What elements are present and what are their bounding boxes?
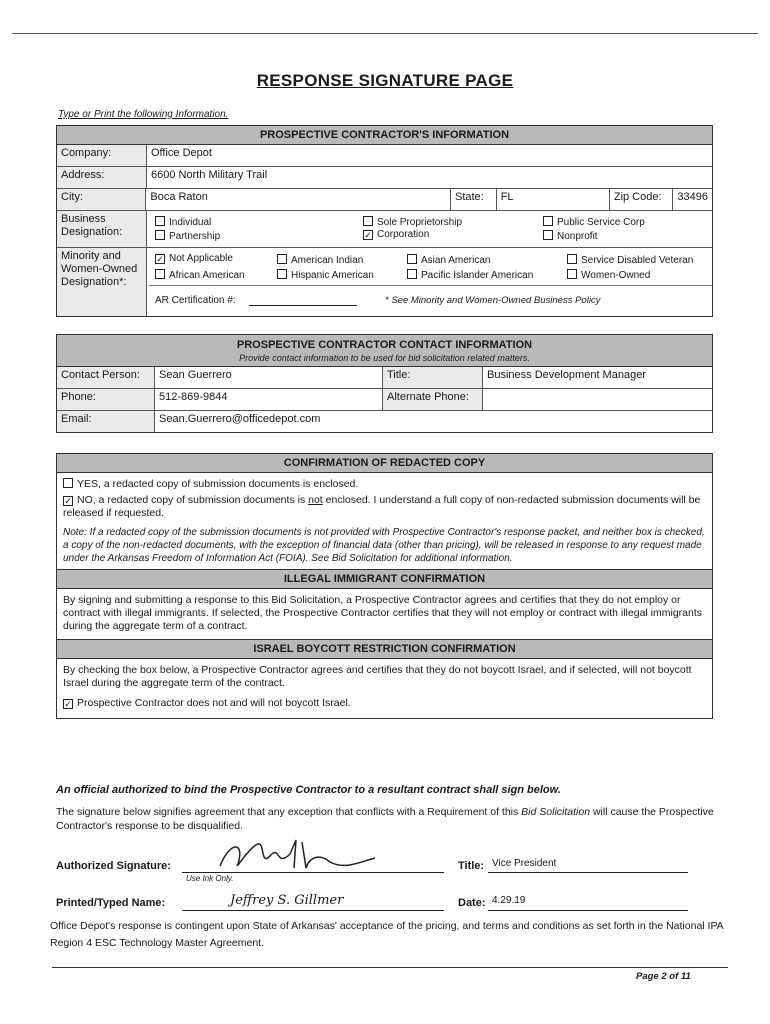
immigrant-text: By signing and submitting a response to this Bid Solicitation, a Prospective Contractor agrees and certifies that they do not employ or contract with illegal immigrants. If selected, the Prospective Contractor certifies that they will not employ or contract with illegal immigrants during the aggregate term of a contract. xyxy=(63,594,703,632)
business-option-individual[interactable]: Individual xyxy=(155,215,211,228)
checkbox-icon xyxy=(63,478,73,488)
page-title: RESPONSE SIGNATURE PAGE xyxy=(256,71,514,90)
address-field[interactable]: 6600 North Military Trail xyxy=(151,169,268,181)
ar-certification-input[interactable] xyxy=(249,305,357,306)
confirmation-section xyxy=(56,453,713,719)
state-label: State: xyxy=(454,191,484,203)
israel-header: ISRAEL BOYCOTT RESTRICTION CONFIRMATION xyxy=(57,639,712,659)
redacted-header: CONFIRMATION OF REDACTED COPY xyxy=(57,454,712,473)
printed-name-value[interactable]: Jeffrey S. Gillmer xyxy=(230,893,344,908)
title-line xyxy=(488,872,688,873)
contact-info-subheader: Provide contact information to be used for bid solicitation related matters. xyxy=(239,353,530,363)
authorized-signature-label: Authorized Signature: xyxy=(56,860,171,872)
minority-option-asian-american[interactable]: Asian American xyxy=(407,253,490,266)
checkbox-checked-icon: ✓ xyxy=(64,496,72,506)
checkbox-icon xyxy=(567,269,577,279)
contractor-info-section xyxy=(56,125,713,317)
divider xyxy=(149,285,712,286)
phone-field[interactable]: 512-869-9844 xyxy=(155,389,383,410)
minority-option-american-indian[interactable]: American Indian xyxy=(277,253,363,266)
business-option-public-service-corp[interactable]: Public Service Corp xyxy=(543,215,645,228)
checkbox-icon xyxy=(567,254,577,264)
checkbox-icon xyxy=(277,254,287,264)
ar-certification-label: AR Certification #: xyxy=(155,295,236,306)
address-label: Address: xyxy=(57,167,147,188)
page-number: Page 2 of 11 xyxy=(636,971,691,982)
business-designation-label: Business Designation: xyxy=(57,211,147,247)
minority-designation-label: Minority and Women-Owned Designation*: xyxy=(57,248,147,316)
phone-label: Phone: xyxy=(57,389,155,410)
footer-note: Office Depot's response is contingent upon State of Arkansas' acceptance of the pricing, and terms and conditions as set forth in the National IPA Region 4 ESC Technology Master Agreement. xyxy=(50,920,724,949)
checkbox-checked-icon: ✓ xyxy=(364,230,372,240)
official-heading: An official authorized to bind the Prospective Contractor to a resultant contract shall sign below. xyxy=(56,784,561,796)
top-rule xyxy=(12,33,758,34)
immigrant-header: ILLEGAL IMMIGRANT CONFIRMATION xyxy=(57,569,712,589)
contact-title-label: Title: xyxy=(383,367,483,388)
checkbox-icon xyxy=(363,216,373,226)
state-field[interactable]: FL xyxy=(496,189,610,210)
alternate-phone-label: Alternate Phone: xyxy=(383,389,483,410)
checkbox-icon xyxy=(543,216,553,226)
minority-option-women-owned[interactable]: Women-Owned xyxy=(567,268,650,281)
contact-info-section xyxy=(56,334,713,433)
city-label: City: xyxy=(57,189,146,210)
checkbox-icon xyxy=(277,269,287,279)
email-label: Email: xyxy=(57,411,155,432)
israel-text: By checking the box below, a Prospective Contractor agrees and certifies that they do not boycott Israel, and if selected, will not boycott Israel during the aggregate term of the contract. xyxy=(63,664,692,689)
checkbox-checked-icon: ✓ xyxy=(64,699,72,709)
signature-icon xyxy=(210,836,380,876)
checkbox-icon xyxy=(543,230,553,240)
title-label: Title: xyxy=(458,860,485,872)
date-line xyxy=(488,910,688,911)
footer-rule xyxy=(52,967,728,968)
minority-option-hispanic-american[interactable]: Hispanic American xyxy=(277,268,374,281)
minority-option-not-applicable[interactable]: ✓ Not Applicable xyxy=(156,253,233,264)
redacted-no-option[interactable]: ✓ NO, a redacted copy of submission documents is not enclosed. I understand a full copy of non-redacted submission documents will be released if requested. xyxy=(63,494,701,519)
redacted-yes-option[interactable]: YES, a redacted copy of submission documents is enclosed. xyxy=(57,473,712,494)
contact-person-label: Contact Person: xyxy=(57,367,155,388)
contact-title-field[interactable]: Business Development Manager xyxy=(487,369,646,381)
email-field[interactable]: Sean.Guerrero@officedepot.com xyxy=(159,413,321,425)
printed-name-label: Printed/Typed Name: xyxy=(56,897,166,909)
minority-option-service-disabled-veteran[interactable]: Service Disabled Veteran xyxy=(567,253,693,266)
alternate-phone-field[interactable] xyxy=(483,389,491,410)
business-option-nonprofit[interactable]: Nonprofit xyxy=(543,229,598,242)
contact-info-title: PROSPECTIVE CONTRACTOR CONTACT INFORMATION xyxy=(236,339,533,351)
business-option-corporation[interactable]: ✓ Corporation xyxy=(364,229,430,240)
checkbox-icon xyxy=(407,254,417,264)
use-ink-note: Use Ink Only. xyxy=(186,874,234,883)
instruction-text: Type or Print the following Information. xyxy=(58,109,229,120)
minority-option-pacific-islander[interactable]: Pacific Islander American xyxy=(407,268,533,281)
checkbox-checked-icon: ✓ xyxy=(156,254,164,264)
redacted-note: Note: If a redacted copy of the submission documents is not provided with Prospective Contractor's response packet, and neither box is checked, a copy of the non-redacted documents, with the exception of financial data (other than pricing), will be released in response to any request made under the Arkansas Freedom of Information Act (FOIA). See Bid Solicitation for additional information. xyxy=(63,527,705,564)
zip-field[interactable]: 33496 xyxy=(677,191,708,203)
printed-name-line xyxy=(182,910,444,911)
official-statement: The signature below signifies agreement that any exception that conflicts with a Requirement of this Bid Solicitation will cause the Prospective Contractor's response to be disqualified. xyxy=(56,806,714,832)
date-value[interactable]: 4.29.19 xyxy=(492,895,526,906)
checkbox-icon xyxy=(155,230,165,240)
israel-checkbox-option[interactable]: ✓ Prospective Contractor does not and will not boycott Israel. xyxy=(64,697,351,709)
business-option-sole-proprietorship[interactable]: Sole Proprietorship xyxy=(363,215,462,228)
company-field[interactable]: Office Depot xyxy=(151,147,212,159)
contact-info-header xyxy=(57,335,712,367)
title-value[interactable]: Vice President xyxy=(492,858,557,869)
minority-option-african-american[interactable]: African American xyxy=(155,268,245,281)
zip-label: Zip Code: xyxy=(610,189,674,210)
policy-note: * See Minority and Women-Owned Business Policy xyxy=(385,295,601,306)
company-label: Company: xyxy=(57,145,147,166)
city-field[interactable]: Boca Raton xyxy=(146,189,451,210)
checkbox-icon xyxy=(407,269,417,279)
checkbox-icon xyxy=(155,269,165,279)
contractor-info-header: PROSPECTIVE CONTRACTOR'S INFORMATION xyxy=(57,126,712,145)
business-option-partnership[interactable]: Partnership xyxy=(155,229,220,242)
checkbox-icon xyxy=(155,216,165,226)
date-label: Date: xyxy=(458,897,486,909)
contact-person-field[interactable]: Sean Guerrero xyxy=(155,367,383,388)
